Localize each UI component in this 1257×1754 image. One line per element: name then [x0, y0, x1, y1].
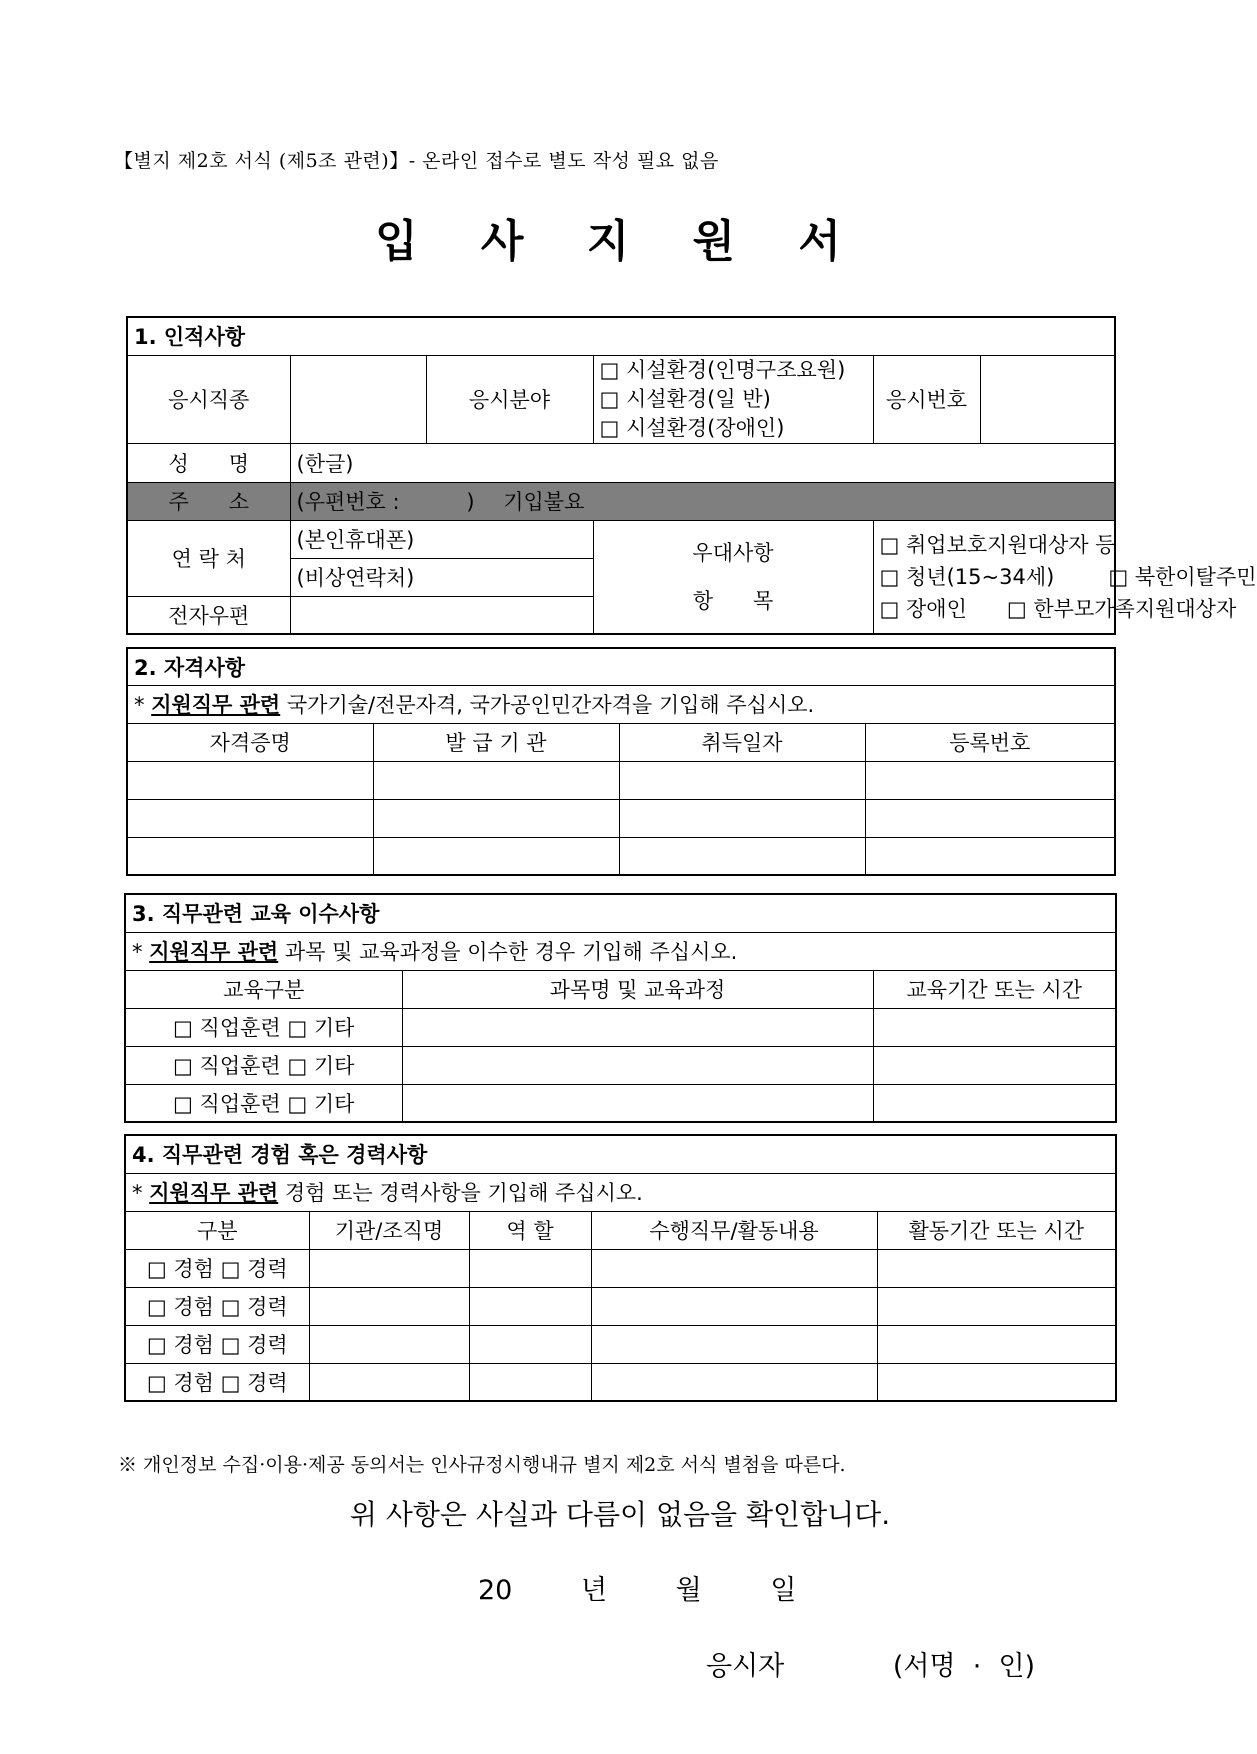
name-field[interactable]: (한글)	[290, 443, 1115, 482]
signature-seal[interactable]: (서명 · 인)	[892, 1651, 1036, 1682]
section4-instruction: * 지원직무 관련 경험 또는 경력사항을 기입해 주십시오.	[125, 1173, 1116, 1211]
month-label: 월	[675, 1575, 702, 1606]
exam-number-label: 응시번호	[873, 355, 980, 443]
col-duties: 수행직무/활동내용	[591, 1211, 877, 1249]
col-education-period: 교육기간 또는 시간	[873, 970, 1116, 1008]
exam-number-field[interactable]	[980, 355, 1115, 443]
experience-type-options[interactable]: □ 경험 □ 경력	[125, 1363, 309, 1401]
table-row	[125, 1008, 1116, 1046]
table-row	[125, 1046, 1116, 1084]
postal-code-hint: (우편번호 : )	[296, 490, 475, 514]
col-course-name: 과목명 및 교육과정	[402, 970, 873, 1008]
email-field[interactable]	[290, 596, 593, 634]
education-type-options[interactable]: □ 직업훈련 □ 기타	[125, 1084, 402, 1122]
table-row	[127, 837, 1115, 875]
col-organization: 기관/조직명	[309, 1211, 469, 1249]
year-label: 년	[580, 1575, 608, 1606]
applicant-label: 응시자	[706, 1651, 785, 1682]
table-row	[127, 799, 1115, 837]
col-activity-period: 활동기간 또는 시간	[877, 1211, 1116, 1249]
section3-instruction: * 지원직무 관련 과목 및 교육과정을 이수한 경우 기입해 주십시오.	[125, 932, 1116, 970]
section1-heading: 1. 인적사항	[127, 317, 1115, 355]
col-education-type: 교육구분	[125, 970, 402, 1008]
col-certificate-name: 자격증명	[127, 723, 373, 761]
email-label: 전자우편	[127, 596, 290, 634]
table-row	[125, 1363, 1116, 1401]
experience-type-options[interactable]: □ 경험 □ 경력	[125, 1287, 309, 1325]
name-label: 성 명	[127, 443, 290, 482]
field-option-rescue[interactable]: □ 시설환경(인명구조요원)	[599, 357, 846, 382]
section3-heading: 3. 직무관련 교육 이수사항	[125, 894, 1116, 932]
job-type-field[interactable]	[290, 355, 426, 443]
section4-heading: 4. 직무관련 경험 혹은 경력사항	[125, 1135, 1116, 1173]
table-row	[125, 1249, 1116, 1287]
confirmation-statement: 위 사항은 사실과 다름이 없음을 확인합니다.	[349, 1498, 891, 1531]
preference-label: 우대사항 항 목	[593, 520, 873, 634]
preference-employment-protection[interactable]: □ 취업보호지원대상자 등	[879, 532, 1116, 557]
table-row	[125, 1287, 1116, 1325]
experience-type-options[interactable]: □ 경험 □ 경력	[125, 1325, 309, 1363]
document-title: 입 사 지 원 서	[375, 216, 865, 267]
field-option-disabled[interactable]: □ 시설환경(장애인)	[599, 415, 785, 440]
col-role: 역 할	[469, 1211, 591, 1249]
experience-table	[124, 1134, 1117, 1402]
table-row	[127, 761, 1115, 799]
education-type-options[interactable]: □ 직업훈련 □ 기타	[125, 1008, 402, 1046]
date-line	[478, 1568, 796, 1607]
emergency-contact-field[interactable]: (비상연락처)	[290, 558, 593, 596]
field-label: 응시분야	[426, 355, 593, 443]
preference-single-parent[interactable]: □ 한부모가족지원대상자	[1006, 596, 1237, 621]
col-registration-number: 등록번호	[865, 723, 1115, 761]
section2-heading: 2. 자격사항	[127, 648, 1115, 685]
field-option-general[interactable]: □ 시설환경(일 반)	[599, 386, 771, 411]
form-reference-note: 【별지 제2호 서식 (제5조 관련)】- 온라인 접수로 별도 작성 필요 없음	[114, 150, 719, 172]
address-label: 주 소	[127, 482, 290, 520]
table-row	[125, 1325, 1116, 1363]
contact-label: 연 락 처	[127, 520, 290, 596]
address-not-required-note: 기입불요	[503, 490, 585, 514]
table-row	[125, 1084, 1116, 1122]
preference-options	[873, 520, 1257, 634]
col-category: 구분	[125, 1211, 309, 1249]
qualification-table	[126, 647, 1116, 876]
col-issuing-agency: 발 급 기 관	[373, 723, 619, 761]
personal-info-table	[126, 316, 1257, 635]
field-options	[593, 355, 873, 443]
preference-north-korean-defector[interactable]: □ 북한이탈주민	[1108, 564, 1257, 589]
year-prefix: 20	[478, 1575, 513, 1606]
privacy-footnote: ※ 개인정보 수집·이용·제공 동의서는 인사규정시행내규 별지 제2호 서식 별첨을 따른다.	[118, 1454, 846, 1476]
signature-line	[706, 1644, 1035, 1683]
education-table	[124, 893, 1117, 1123]
address-field	[290, 482, 1115, 520]
col-acquisition-date: 취득일자	[619, 723, 865, 761]
experience-type-options[interactable]: □ 경험 □ 경력	[125, 1249, 309, 1287]
section2-instruction: * 지원직무 관련 국가기술/전문자격, 국가공인민간자격을 기입해 주십시오.	[127, 685, 1115, 723]
job-type-label: 응시직종	[127, 355, 290, 443]
mobile-field[interactable]: (본인휴대폰)	[290, 520, 593, 558]
education-type-options[interactable]: □ 직업훈련 □ 기타	[125, 1046, 402, 1084]
preference-youth[interactable]: □ 청년(15~34세)	[879, 564, 1055, 589]
day-label: 일	[770, 1575, 797, 1606]
preference-disabled[interactable]: □ 장애인	[879, 596, 967, 621]
